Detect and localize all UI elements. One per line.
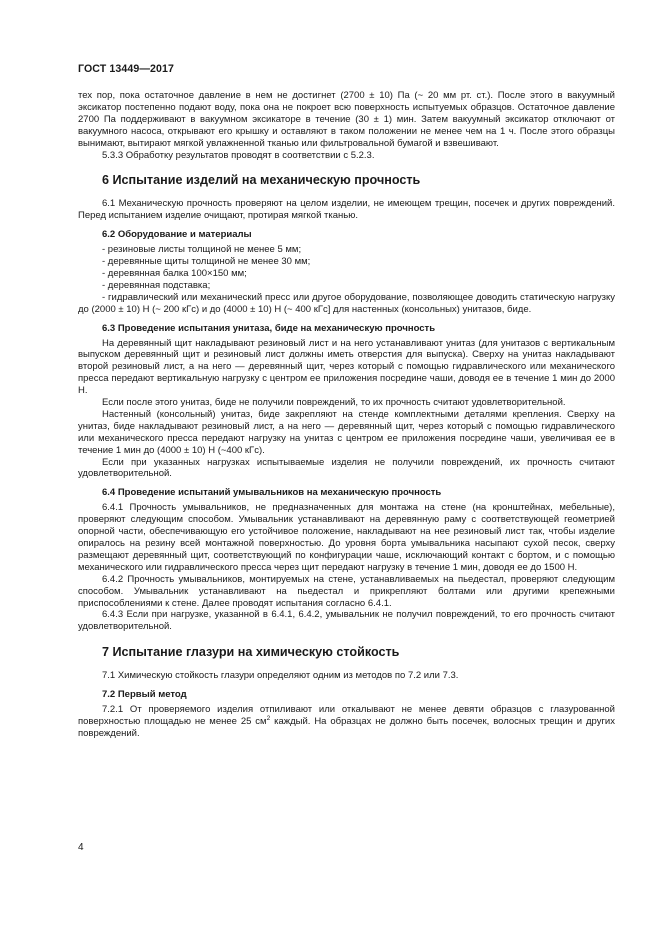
paragraph: Если при указанных нагрузках испытываемые изделия не получили повреждений, их прочность считают удовлетворительной. [78, 456, 615, 480]
superscript: 2 [266, 714, 271, 722]
paragraph: На деревянный щит накладывают резиновый лист и на него устанавливают унитаз (для унитазов с вертикальным выпуском деревянный щит и резиновый лист должны иметь отверстия для выпуска). Сверху на унитаз накладывают второй резиновый лист, а на него — деревянный щит, через который с помощью гидравлического или механического пресса передают вертикальную нагрузку с центром ее приложения посредине чаши, доводя ее в течение 1 мин до 2000 Н. [78, 337, 615, 397]
section-6-heading: 6 Испытание изделий на механическую прочность [102, 173, 421, 188]
paragraph-continuation: тех пор, пока остаточное давление в нем не достигнет (2700 ± 10) Па (~ 20 мм рт. ст.). После этого в вакуумный эксикатор постепенно подают воду, пока она не покроет всю поверхность испытуемых образцов. Остаточное давление 2700 Па поддерживают в вакуумном эксикаторе в течение (30 ± 1) мин. Затем вакуумный эксикатор отключают от вакуумного насоса, открывают его крышку и оставляют в таком положении не менее чем на 1 ч. После этого образцы вынимают, вытирают мягкой увлажненной тканью или фильтровальной бумагой и взвешивают. [78, 90, 615, 149]
page-number: 4 [78, 842, 84, 853]
section-6-2-heading: 6.2 Оборудование и материалы [102, 229, 252, 241]
standard-header: ГОСТ 13449—2017 [78, 63, 175, 75]
list-item: - гидравлический или механический пресс или другое оборудование, позволяющее доводить статическую нагрузку до (2000 ± 10) Н (~ 200 кГс) и до (4000 ± 10) Н (~ 400 кГс] для настенных (консольных) унитазов, биде. [78, 291, 615, 315]
document-body [78, 90, 615, 740]
paragraph-6-4-1: 6.4.1 Прочность умывальников, не предназначенных для монтажа на стене (на кронштейнах, мебельные), проверяют следующим способом. Умывальник устанавливают на деревянную раму с соответствующей геометрией опорной части, обеспечивающую его устойчивое положение, накладывают на нее резиновый лист так, чтобы изделие опиралось на резину всей монтажной поверхностью. До уровня борта умывальника насыпают сухой песок, сверху размещают деревянный щит, соответствующий по конфигурации чаше, исключающий контакт с бортом, и с помощью механического или гидравлического пресса через щит передают нагрузку в течение 1 мин, доводя ее до 1500 Н. [78, 502, 615, 573]
list-item: - резиновые листы толщиной не менее 5 мм; [102, 244, 302, 256]
paragraph-5-3-3: 5.3.3 Обработку результатов проводят в соответствии с 5.2.3. [102, 149, 375, 161]
paragraph-6-4-3: 6.4.3 Если при нагрузке, указанной в 6.4.1, 6.4.2, умывальник не получил повреждений, то его прочность считают удовлетворительной. [78, 609, 615, 633]
paragraph-text: 7.2.1 От проверяемого изделия отпиливают или откалывают не менее девяти образцов с глазурованной поверхностью площадью не менее 25 см [78, 704, 615, 727]
section-6-3-heading: 6.3 Проведение испытания унитаза, биде на механическую прочность [102, 322, 436, 334]
list-item: - деревянная балка 100×150 мм; [102, 267, 247, 279]
list-item: - деревянные щиты толщиной не менее 30 мм; [102, 256, 311, 268]
section-6-4-heading: 6.4 Проведение испытаний умывальников на механическую прочность [102, 487, 442, 499]
section-7-2-heading: 7.2 Первый метод [102, 689, 187, 701]
paragraph-text: каждый. На образцах не должно быть посечек, волосных трещин и других повреждений. [78, 715, 615, 739]
paragraph-6-4-2: 6.4.2 Прочность умывальников, монтируемых на стене, устанавливаемых на пьедестал, проверяют следующим способом. Умывальник устанавливают на пьедестал и прикрепляют болтами или другими крепежными приспособлениями к стене. Далее проводят испытания согласно 6.4.1. [78, 573, 615, 609]
paragraph-6-1: 6.1 Механическую прочность проверяют на целом изделии, не имеющем трещин, посечек и других повреждений. Перед испытанием изделие очищают, протирая мягкой тканью. [78, 198, 615, 222]
paragraph-7-2-1 [78, 704, 615, 740]
section-7-heading: 7 Испытание глазури на химическую стойкость [102, 645, 400, 660]
paragraph: Настенный (консольный) унитаз, биде закрепляют на стенде комплектными деталями крепления. Сверху на унитаз, биде накладывают резиновый лист, а на него — деревянный щит, через который с помощью гидравлического или механического пресса передают нагрузку на унитаз с центром ее приложения посредине чаши, увеличивая ее в течение 1 мин до (4000 ± 10) Н (~400 кГс). [78, 408, 615, 456]
paragraph: Если после этого унитаз, биде не получили повреждений, то их прочность считают удовлетворительной. [102, 397, 566, 409]
list-item: - деревянная подставка; [102, 279, 211, 291]
paragraph-7-1: 7.1 Химическую стойкость глазури определяют одним из методов по 7.2 или 7.3. [102, 670, 459, 682]
